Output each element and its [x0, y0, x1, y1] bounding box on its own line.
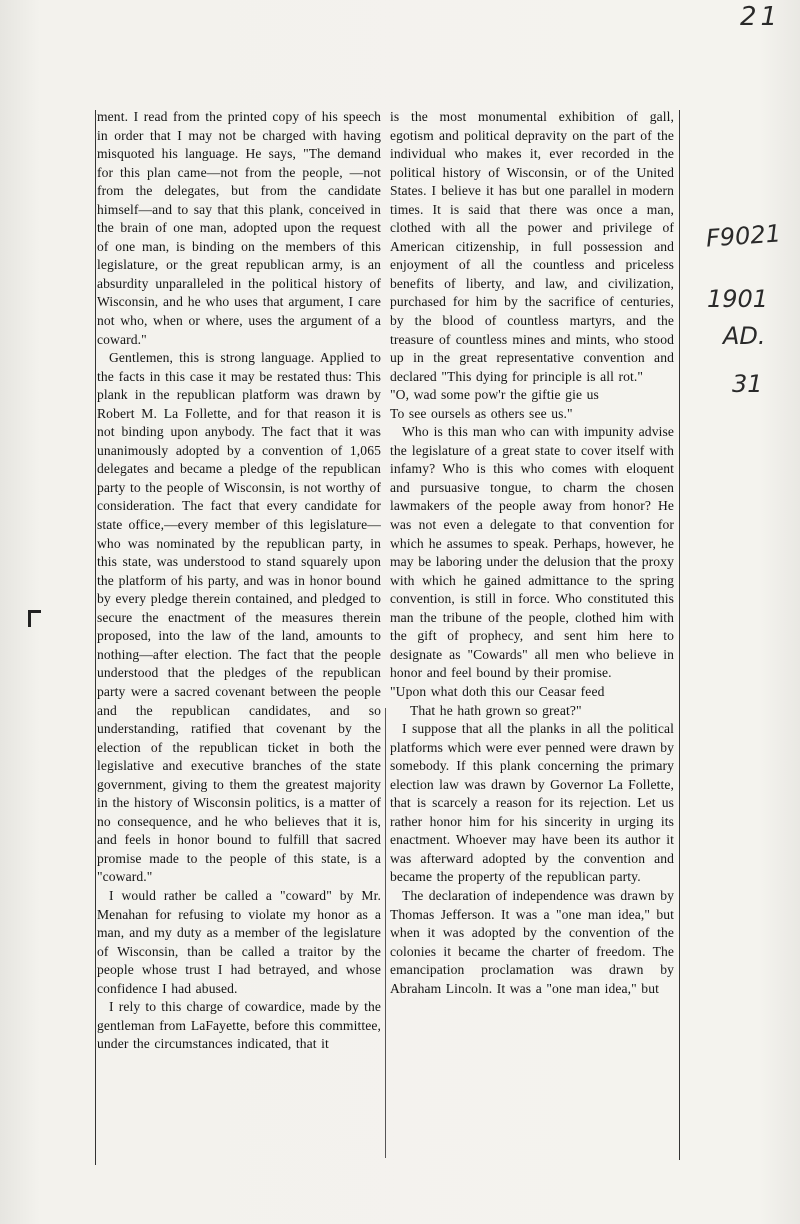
right-paragraph-3: I suppose that all the planks in all the political platforms which were ever penned were drawn by somebody. If this plank concerning the primary election law was drawn by Governor La Follette, that is scarcely a reason for its rejection. Let us rather honor him for his sincerity in urging its enactment. Whoever may have been its author it was afterward adopted by the convention and became the property of the republican party.: [390, 721, 674, 885]
burns-quote-line-1: "O, wad some pow'r the giftie gie us: [390, 387, 599, 403]
right-paragraph-2: Who is this man who can with impunity advise the legislature of a great state to cover itself with infamy? Who is this who comes with eloquent and pursuasive tongue, to charm the chosen lawmakers of the people away from honor? He was not even a delegate to that convention for which he assumes to speak. Perhaps, however, he may be laboring under the delusion that the proxy with which he gained admittance to the spring convention, is still in force. Who constituted this man the tribune of the people, clothed him with the gift of prophecy, and sent him here to designate as "Cowards" all men who believe in honor and feel bound by their promise.: [390, 424, 674, 681]
handwritten-year: 1901: [707, 285, 769, 313]
handwritten-number: 31: [732, 370, 763, 398]
right-text-column: [390, 108, 674, 998]
left-paragraph-2: Gentlemen, this is strong language. Applied to the facts in this case it may be restated thus: This plank in the republican platform was drawn by Robert M. La Follette, and for that reason it is not binding upon anybody. The fact that it was unanimously adopted by a convention of 1,065 delegates and became a pledge of the republican party to the people of Wisconsin, is not worthy of consideration. The fact that every candidate for state office,—every member of this legislature—who was nominated by the republican party, in this state, was understood to stand squarely upon the platform of his party, and was in honor bound by every pledge therein contained, and pledged to secure the enactment of the measures therein proposed, into the law of the land, amounts to nothing—after election. The fact that the people understood that the pledges of the republican party were a sacred covenant between the people and the republican candidates, and so understanding, ratified that covenant by the election of the republican ticket in both the legislative and executive branches of the state government, giving to them the greatest majority in the history of Wisconsin politics, is a matter of no consequence, and he who believes that it is, and feels in honor bound to fulfill that sacred promise made to the people of this state, is a "coward.": [97, 350, 381, 885]
caesar-quote-line-2: That he hath grown so great?": [410, 702, 582, 718]
right-column-rule: [679, 110, 680, 1160]
left-paragraph-4: I rely to this charge of cowardice, made by the gentleman from LaFayette, before this committee, under the circumstances indicated, that it: [97, 999, 381, 1052]
burns-quote-line-2: To see oursels as others see us.": [390, 405, 573, 421]
right-paragraph-4: The declaration of independence was drawn by Thomas Jefferson. It was a "one man idea," but when it was adopted by the convention of the colonies it became the charter of freedom. The emancipation proclamation was drawn by Abraham Lincoln. It was a "one man idea," but: [390, 887, 674, 996]
handwritten-ad: AD.: [723, 322, 766, 350]
handwritten-page-number: 21: [740, 2, 782, 32]
handwritten-code: F9021: [705, 219, 782, 253]
left-column-rule: [95, 110, 96, 1165]
edge-mark: [28, 610, 41, 627]
caesar-quote-line-1: "Upon what doth this our Ceasar feed: [390, 683, 605, 699]
clipping-seam: [385, 708, 386, 1158]
right-paragraph-1: is the most monumental exhibition of gall, egotism and political depravity on the part of the individual who makes it, ever recorded in the political history of Wisconsin, or of the United States. I believe it has but one parallel in modern times. It is said that there was once a man, clothed with all the power and privilege of American citizenship, in full possession and enjoyment of all the countless and priceless benefits of liberty, and law, and civilization, purchased for him by the sacrifice of centuries, by the blood of countless martyrs, and the treasure of countless mines and mints, who stood up in the great representative convention and declared "This dying for principle is all rot.": [390, 109, 674, 384]
left-text-column: [97, 108, 381, 1054]
left-paragraph-1: ment. I read from the printed copy of his speech in order that I may not be charged with having misquoted his language. He says, "The demand for this plan came—not from the people, —not from the delegates, but from the candidate himself—and to say that this plank, conceived in the brain of one man, adopted upon the request of one man, is binding on the members of this legislature, or the great republican army, is an absurdity unparalleled in the political history of Wisconsin, and he who uses that argument, I care not who, when or where, uses the argument of a coward.": [97, 109, 381, 347]
left-paragraph-3: I would rather be called a "coward" by Mr. Menahan for refusing to violate my honor as a man, and my duty as a member of the legislature of Wisconsin, than be called a traitor by the people whose trust I had betrayed, and whose confidence I had abused.: [97, 887, 381, 996]
